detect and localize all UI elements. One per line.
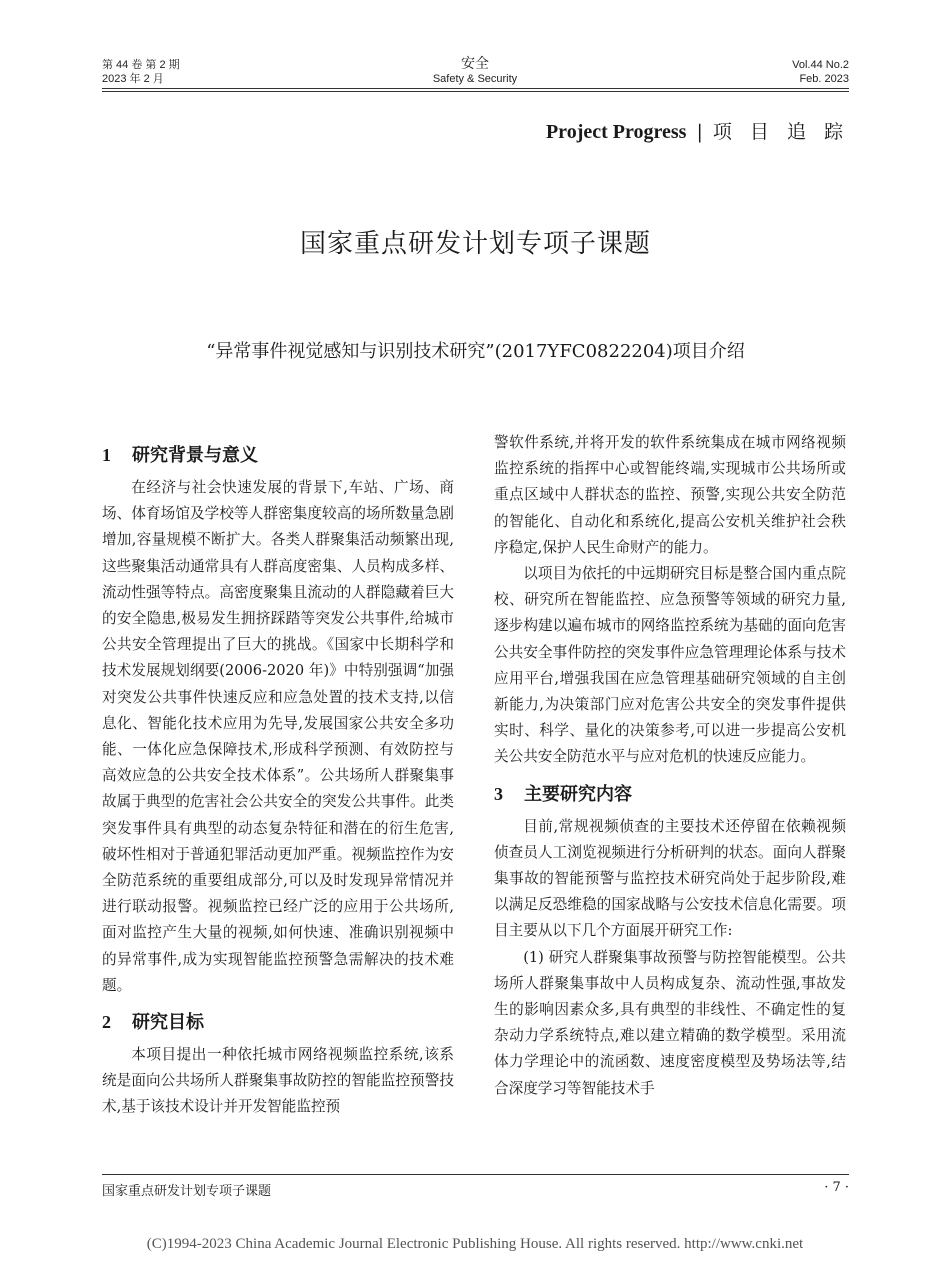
issue-date: 2023 年 2 月	[102, 73, 164, 85]
section-2-number: 2	[102, 1012, 111, 1033]
article-subtitle: “异常事件视觉感知与识别技术研究”(2017YFC0822204)项目介绍	[206, 341, 745, 362]
section-3-number: 3	[494, 783, 503, 804]
header-rule-top	[102, 88, 849, 89]
section-label	[546, 117, 849, 144]
section-1-paragraph: 在经济与社会快速发展的背景下,车站、广场、商场、体育场馆及学校等人群密集度较高的场所数量急剧增加,容量规模不断扩大。各类人群聚集活动频繁出现,这些聚集活动通常具有人群高度密集、人员构成多样、流动性强等特点。高密度聚集且流动的人群隐藏着巨大的安全隐患,极易发生拥挤踩踏等突发公共事件,给城市公共安全管理提出了巨大的挑战。《国家中长期科学和技术发展规划纲要(2006-2020 年)》中特别强调“加强对突发公共事件快速反应和应急处置的技术支持,以信息化、智能化技术应用为先导,发展国家公共安全多功能、一体化应急保障技术,形成科学预测、有效防控与高效应急的公共安全技术体系”。公共场所人群聚集事故属于典型的危害社会公共安全的突发公共事件。此类突发事件具有典型的动态复杂特征和潜在的衍生危害,破坏性相对于普通犯罪活动更加严重。视频监控作为安全防范系统的重要组成部分,可以及时发现异常情况并进行联动报警。视频监控已经广泛的应用于公共场所,面对监控产生大量的视频,如何快速、准确识别视频中的异常事件,成为实现智能监控预警急需解决的技术难题。	[102, 479, 454, 994]
footer-rule	[102, 1174, 849, 1175]
footer-running-title: 国家重点研发计划专项子课题	[102, 1184, 272, 1199]
section-1-title: 研究背景与意义	[132, 445, 258, 466]
journal-name-zh: 安全	[461, 55, 489, 71]
section-2-heading	[102, 999, 454, 1042]
journal-issue-info-en	[792, 58, 849, 86]
section-label-separator: |	[696, 121, 703, 143]
article-title: 国家重点研发计划专项子课题	[299, 229, 651, 259]
section-3-heading	[494, 771, 846, 814]
issue-date-en: Feb. 2023	[799, 73, 849, 85]
section-3-paragraph-2: (1) 研究人群聚集事故预警与防控智能模型。公共场所人群聚集事故中人员构成复杂、流动性强,事故发生的影响因素众多,具有典型的非线性、不确定性的复杂动力学系统特点,难以建立精确的数学模型。采用流体力学理论中的流函数、速度密度模型及势场法等,结合深度学习等智能技术手	[494, 948, 846, 1097]
section-3-paragraph-1: 目前,常规视频侦查的主要技术还停留在依赖视频侦查员人工浏览视频进行分析研判的状态。面向人群聚集事故的智能预警与监控技术研究尚处于起步阶段,难以满足反恐维稳的国家战略与公安技术信息化需要。项目主要从以下几个方面展开研究工作:	[494, 817, 846, 940]
section-2-paragraph-2: 以项目为依托的中远期研究目标是整合国内重点院校、研究所在智能监控、应急预警等领域的研究力量,逐步构建以遍布城市的网络监控系统为基础的面向危害公共安全事件防控的突发事件应急管理理论体系与技术应用平台,增强我国在应急管理基础研究领域的自主创新能力,为决策部门应对危害公共安全的突发事件提供实时、科学、量化的决策参考,可以进一步提高公安机关公共安全防范水平与应对危机的快速反应能力。	[494, 565, 846, 766]
header-rule-bottom	[102, 91, 849, 92]
section-3-title: 主要研究内容	[524, 783, 632, 805]
journal-issue-info	[102, 58, 180, 86]
section-label-zh: 项 目 追 踪	[712, 121, 849, 143]
section-1-heading	[102, 430, 454, 475]
journal-name-en: Safety & Security	[432, 73, 518, 85]
volume-issue: 第 44 卷 第 2 期	[102, 59, 180, 71]
volume-issue-en: Vol.44 No.2	[792, 59, 849, 71]
copyright-notice: (C)1994-2023 China Academic Journal Electronic Publishing House. All rights reserved. http://www.cnki.net	[146, 1236, 804, 1252]
left-column	[102, 430, 454, 1121]
section-2-paragraph-1: 本项目提出一种依托城市网络视频监控系统,该系统是面向公共场所人群聚集事故防控的智能监控预警技术,基于该技术设计并开发智能监控预	[102, 1046, 454, 1116]
page-number: · 7 ·	[824, 1180, 849, 1195]
right-column	[494, 430, 846, 1102]
journal-name	[400, 54, 550, 86]
section-label-en: Project Progress	[545, 121, 687, 143]
section-2-title: 研究目标	[132, 1012, 204, 1034]
section-2-paragraph-1-continued: 警软件系统,并将开发的软件系统集成在城市网络视频监控系统的指挥中心或智能终端,实现城市公共场所或重点区域中人群状态的监控、预警,实现公共安全防范的智能化、自动化和系统化,提高公安机关维护社会秩序稳定,保护人民生命财产的能力。	[494, 434, 846, 556]
section-1-number: 1	[102, 445, 111, 465]
